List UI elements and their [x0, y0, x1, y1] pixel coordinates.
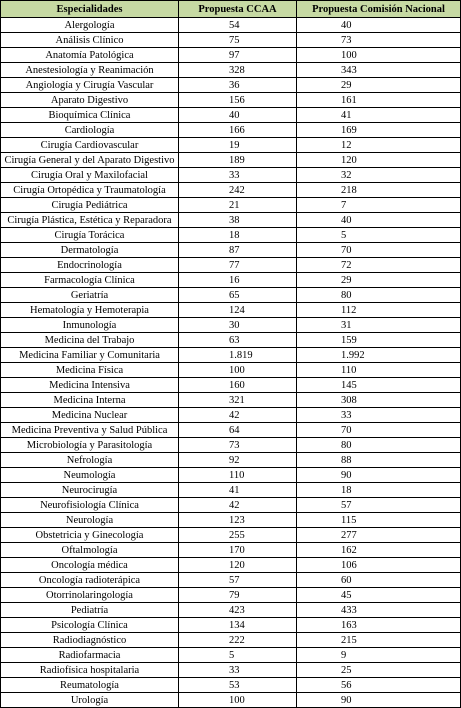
table-row	[1, 138, 461, 153]
table-row	[1, 618, 461, 633]
cell-especialidad: Angiología y Cirugía Vascular	[1, 78, 179, 93]
table-row	[1, 438, 461, 453]
cell-propuesta-comision-nacional: 433	[297, 603, 461, 618]
cell-propuesta-comision-nacional: 9	[297, 648, 461, 663]
table-row	[1, 648, 461, 663]
cell-propuesta-ccaa: 110	[179, 468, 297, 483]
cell-propuesta-comision-nacional: 25	[297, 663, 461, 678]
header-especialidades: Especialidades	[1, 1, 179, 18]
cell-propuesta-ccaa: 19	[179, 138, 297, 153]
cell-especialidad: Cirugía Plástica, Estética y Reparadora	[1, 213, 179, 228]
cell-propuesta-ccaa: 92	[179, 453, 297, 468]
table-row	[1, 333, 461, 348]
table-row	[1, 153, 461, 168]
cell-propuesta-comision-nacional: 29	[297, 78, 461, 93]
table-row	[1, 63, 461, 78]
cell-especialidad: Cirugía Cardiovascular	[1, 138, 179, 153]
cell-propuesta-ccaa: 73	[179, 438, 297, 453]
cell-especialidad: Análisis Clínico	[1, 33, 179, 48]
cell-propuesta-ccaa: 120	[179, 558, 297, 573]
cell-propuesta-ccaa: 242	[179, 183, 297, 198]
table-row	[1, 528, 461, 543]
cell-especialidad: Medicina Interna	[1, 393, 179, 408]
cell-especialidad: Aparato Digestivo	[1, 93, 179, 108]
cell-especialidad: Alergología	[1, 18, 179, 33]
table-body	[1, 18, 461, 708]
table-row	[1, 78, 461, 93]
cell-propuesta-comision-nacional: 5	[297, 228, 461, 243]
cell-especialidad: Otorrinolaringología	[1, 588, 179, 603]
cell-propuesta-ccaa: 134	[179, 618, 297, 633]
cell-propuesta-ccaa: 255	[179, 528, 297, 543]
table-row	[1, 558, 461, 573]
cell-propuesta-comision-nacional: 70	[297, 243, 461, 258]
cell-especialidad: Psicología Clínica	[1, 618, 179, 633]
cell-especialidad: Medicina Intensiva	[1, 378, 179, 393]
cell-propuesta-ccaa: 124	[179, 303, 297, 318]
table-row	[1, 198, 461, 213]
cell-especialidad: Radiofísica hospitalaria	[1, 663, 179, 678]
cell-propuesta-ccaa: 40	[179, 108, 297, 123]
cell-especialidad: Pediatría	[1, 603, 179, 618]
cell-propuesta-comision-nacional: 80	[297, 438, 461, 453]
cell-propuesta-ccaa: 42	[179, 498, 297, 513]
cell-propuesta-ccaa: 170	[179, 543, 297, 558]
cell-propuesta-comision-nacional: 163	[297, 618, 461, 633]
table-row	[1, 513, 461, 528]
cell-especialidad: Neumología	[1, 468, 179, 483]
cell-propuesta-ccaa: 38	[179, 213, 297, 228]
cell-especialidad: Cirugía General y del Aparato Digestivo	[1, 153, 179, 168]
cell-especialidad: Radiodiagnóstico	[1, 633, 179, 648]
cell-especialidad: Microbiología y Parasitología	[1, 438, 179, 453]
cell-propuesta-comision-nacional: 32	[297, 168, 461, 183]
table-row	[1, 663, 461, 678]
header-propuesta-ccaa: Propuesta CCAA	[179, 1, 297, 18]
cell-propuesta-ccaa: 160	[179, 378, 297, 393]
cell-especialidad: Cirugía Pediátrica	[1, 198, 179, 213]
cell-propuesta-ccaa: 16	[179, 273, 297, 288]
cell-especialidad: Radiofarmacia	[1, 648, 179, 663]
cell-propuesta-comision-nacional: 308	[297, 393, 461, 408]
cell-propuesta-comision-nacional: 110	[297, 363, 461, 378]
table-row	[1, 18, 461, 33]
cell-propuesta-ccaa: 328	[179, 63, 297, 78]
cell-especialidad: Reumatología	[1, 678, 179, 693]
cell-propuesta-ccaa: 156	[179, 93, 297, 108]
cell-especialidad: Oftalmología	[1, 543, 179, 558]
table-row	[1, 168, 461, 183]
cell-propuesta-ccaa: 189	[179, 153, 297, 168]
table-row	[1, 408, 461, 423]
cell-especialidad: Endocrinología	[1, 258, 179, 273]
cell-propuesta-comision-nacional: 115	[297, 513, 461, 528]
table-row	[1, 378, 461, 393]
cell-propuesta-comision-nacional: 161	[297, 93, 461, 108]
cell-propuesta-comision-nacional: 120	[297, 153, 461, 168]
header-propuesta-comision-nacional: Propuesta Comisión Nacional	[297, 1, 461, 18]
cell-especialidad: Geriatría	[1, 288, 179, 303]
cell-propuesta-ccaa: 100	[179, 693, 297, 708]
cell-propuesta-comision-nacional: 90	[297, 693, 461, 708]
cell-especialidad: Medicina Preventiva y Salud Pública	[1, 423, 179, 438]
cell-especialidad: Cardiología	[1, 123, 179, 138]
cell-propuesta-ccaa: 222	[179, 633, 297, 648]
cell-especialidad: Medicina Familiar y Comunitaria	[1, 348, 179, 363]
cell-especialidad: Urología	[1, 693, 179, 708]
cell-propuesta-comision-nacional: 45	[297, 588, 461, 603]
cell-especialidad: Oncología radioterápica	[1, 573, 179, 588]
cell-especialidad: Neurocirugía	[1, 483, 179, 498]
table-row	[1, 588, 461, 603]
cell-propuesta-ccaa: 18	[179, 228, 297, 243]
cell-propuesta-comision-nacional: 218	[297, 183, 461, 198]
cell-propuesta-comision-nacional: 112	[297, 303, 461, 318]
table-row	[1, 633, 461, 648]
cell-propuesta-comision-nacional: 7	[297, 198, 461, 213]
table-row	[1, 543, 461, 558]
cell-propuesta-ccaa: 5	[179, 648, 297, 663]
cell-especialidad: Cirugía Oral y Maxilofacial	[1, 168, 179, 183]
cell-propuesta-ccaa: 123	[179, 513, 297, 528]
table-row	[1, 393, 461, 408]
cell-propuesta-comision-nacional: 159	[297, 333, 461, 348]
cell-propuesta-comision-nacional: 90	[297, 468, 461, 483]
cell-propuesta-comision-nacional: 106	[297, 558, 461, 573]
table-row	[1, 348, 461, 363]
table-row	[1, 273, 461, 288]
cell-propuesta-comision-nacional: 1.992	[297, 348, 461, 363]
cell-propuesta-comision-nacional: 100	[297, 48, 461, 63]
cell-especialidad: Bioquímica Clínica	[1, 108, 179, 123]
cell-propuesta-comision-nacional: 12	[297, 138, 461, 153]
cell-propuesta-comision-nacional: 40	[297, 213, 461, 228]
cell-propuesta-ccaa: 1.819	[179, 348, 297, 363]
table-row	[1, 183, 461, 198]
cell-propuesta-comision-nacional: 56	[297, 678, 461, 693]
table-header	[1, 1, 461, 18]
cell-propuesta-comision-nacional: 40	[297, 18, 461, 33]
cell-propuesta-ccaa: 54	[179, 18, 297, 33]
header-row	[1, 1, 461, 18]
cell-propuesta-comision-nacional: 80	[297, 288, 461, 303]
table-row	[1, 693, 461, 708]
cell-propuesta-comision-nacional: 169	[297, 123, 461, 138]
cell-especialidad: Anestesiología y Reanimación	[1, 63, 179, 78]
cell-especialidad: Obstetricia y Ginecología	[1, 528, 179, 543]
table-row	[1, 303, 461, 318]
cell-propuesta-ccaa: 33	[179, 663, 297, 678]
cell-propuesta-comision-nacional: 41	[297, 108, 461, 123]
table-row	[1, 468, 461, 483]
cell-especialidad: Dermatología	[1, 243, 179, 258]
cell-especialidad: Anatomía Patológica	[1, 48, 179, 63]
cell-propuesta-ccaa: 30	[179, 318, 297, 333]
cell-propuesta-comision-nacional: 31	[297, 318, 461, 333]
cell-propuesta-ccaa: 41	[179, 483, 297, 498]
table-row	[1, 318, 461, 333]
cell-especialidad: Cirugía Ortopédica y Traumatología	[1, 183, 179, 198]
cell-propuesta-comision-nacional: 162	[297, 543, 461, 558]
table-row	[1, 258, 461, 273]
cell-especialidad: Nefrología	[1, 453, 179, 468]
table-row	[1, 573, 461, 588]
cell-propuesta-ccaa: 75	[179, 33, 297, 48]
cell-propuesta-ccaa: 77	[179, 258, 297, 273]
cell-propuesta-comision-nacional: 215	[297, 633, 461, 648]
cell-propuesta-ccaa: 21	[179, 198, 297, 213]
cell-propuesta-comision-nacional: 72	[297, 258, 461, 273]
cell-especialidad: Medicina Física	[1, 363, 179, 378]
table-row	[1, 498, 461, 513]
cell-propuesta-ccaa: 53	[179, 678, 297, 693]
cell-especialidad: Medicina del Trabajo	[1, 333, 179, 348]
cell-propuesta-ccaa: 57	[179, 573, 297, 588]
cell-especialidad: Oncología médica	[1, 558, 179, 573]
table-row	[1, 678, 461, 693]
cell-propuesta-comision-nacional: 145	[297, 378, 461, 393]
cell-propuesta-ccaa: 42	[179, 408, 297, 423]
cell-propuesta-comision-nacional: 60	[297, 573, 461, 588]
table-row	[1, 483, 461, 498]
table-row	[1, 603, 461, 618]
table-row	[1, 288, 461, 303]
table-row	[1, 228, 461, 243]
table-row	[1, 123, 461, 138]
cell-propuesta-comision-nacional: 88	[297, 453, 461, 468]
table-row	[1, 108, 461, 123]
table-row	[1, 363, 461, 378]
cell-especialidad: Neurología	[1, 513, 179, 528]
table-row	[1, 453, 461, 468]
cell-propuesta-ccaa: 64	[179, 423, 297, 438]
cell-especialidad: Cirugía Torácica	[1, 228, 179, 243]
cell-especialidad: Farmacología Clínica	[1, 273, 179, 288]
cell-propuesta-comision-nacional: 57	[297, 498, 461, 513]
table-row	[1, 213, 461, 228]
cell-propuesta-ccaa: 423	[179, 603, 297, 618]
cell-propuesta-comision-nacional: 73	[297, 33, 461, 48]
cell-propuesta-comision-nacional: 277	[297, 528, 461, 543]
table-row	[1, 423, 461, 438]
cell-especialidad: Inmunología	[1, 318, 179, 333]
cell-propuesta-ccaa: 79	[179, 588, 297, 603]
cell-especialidad: Neurofisiología Clínica	[1, 498, 179, 513]
cell-propuesta-comision-nacional: 33	[297, 408, 461, 423]
cell-propuesta-comision-nacional: 70	[297, 423, 461, 438]
cell-propuesta-ccaa: 166	[179, 123, 297, 138]
cell-propuesta-comision-nacional: 18	[297, 483, 461, 498]
cell-propuesta-ccaa: 97	[179, 48, 297, 63]
cell-propuesta-ccaa: 100	[179, 363, 297, 378]
cell-propuesta-comision-nacional: 29	[297, 273, 461, 288]
table-row	[1, 93, 461, 108]
cell-especialidad: Medicina Nuclear	[1, 408, 179, 423]
cell-propuesta-ccaa: 321	[179, 393, 297, 408]
cell-propuesta-ccaa: 33	[179, 168, 297, 183]
cell-propuesta-ccaa: 36	[179, 78, 297, 93]
cell-propuesta-comision-nacional: 343	[297, 63, 461, 78]
table-row	[1, 48, 461, 63]
cell-propuesta-ccaa: 63	[179, 333, 297, 348]
cell-propuesta-ccaa: 65	[179, 288, 297, 303]
table-row	[1, 33, 461, 48]
table-row	[1, 243, 461, 258]
cell-especialidad: Hematología y Hemoterapia	[1, 303, 179, 318]
cell-propuesta-ccaa: 87	[179, 243, 297, 258]
